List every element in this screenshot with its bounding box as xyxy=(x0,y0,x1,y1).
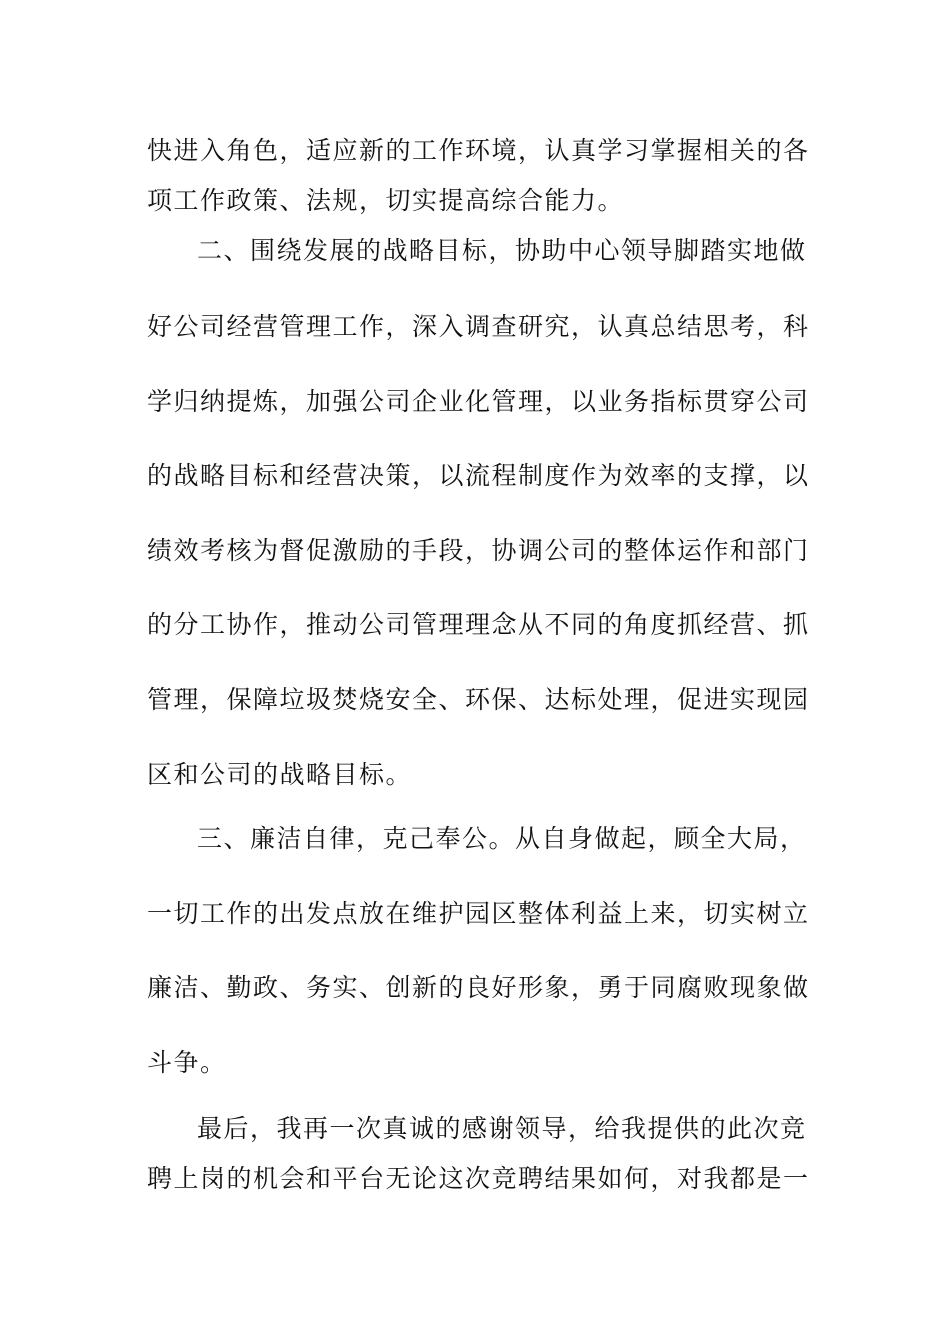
text-line: 的战略目标和经营决策，以流程制度作为效率的支撑，以 xyxy=(147,461,810,490)
text-line: 项工作政策、法规，切实提高综合能力。 xyxy=(147,186,625,215)
text-line: 斗争。 xyxy=(147,1048,227,1077)
text-line: 聘上岗的机会和平台无论这次竞聘结果如何，对我都是一 xyxy=(147,1164,810,1193)
paragraph-heading-2: 二、围绕发展的战略目标，协助中心领导脚踏实地做 xyxy=(197,236,807,265)
text-line: 绩效考核为督促激励的手段，协调公司的整体运作和部门 xyxy=(147,536,810,565)
text-line: 区和公司的战略目标。 xyxy=(147,760,413,789)
text-line: 的分工协作，推动公司管理理念从不同的角度抓经营、抓 xyxy=(147,610,810,639)
paragraph-heading-3: 三、廉洁自律，克己奉公。从自身做起，顾全大局， xyxy=(197,824,807,853)
text-line: 管理，保障垃圾焚烧安全、环保、达标处理，促进实现园 xyxy=(147,685,810,714)
text-line: 学归纳提炼，加强公司企业化管理，以业务指标贯穿公司 xyxy=(147,387,810,416)
closing-paragraph-start: 最后，我再一次真诚的感谢领导，给我提供的此次竞 xyxy=(197,1114,807,1143)
text-line: 好公司经营管理工作，深入调查研究，认真总结思考，科 xyxy=(147,312,810,341)
text-line: 廉洁、勤政、务实、创新的良好形象，勇于同腐败现象做 xyxy=(147,973,810,1002)
text-line: 快进入角色，适应新的工作环境，认真学习掌握相关的各 xyxy=(147,136,810,165)
text-line: 一切工作的出发点放在维护园区整体利益上来，切实树立 xyxy=(147,899,810,928)
